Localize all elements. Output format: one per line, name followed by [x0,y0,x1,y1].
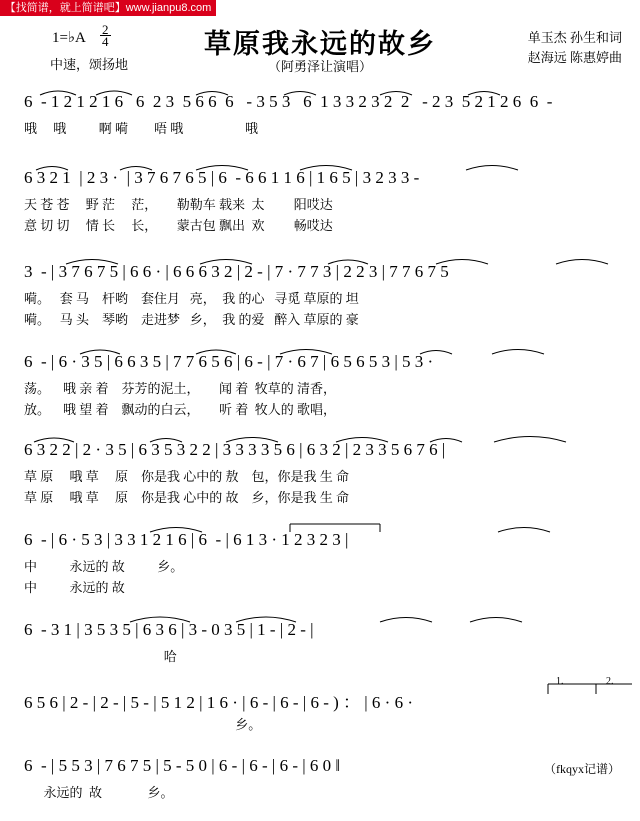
lyric-line-2: 中 永远的 故 [24,580,125,595]
notes-line: 6 - 3 1 | 3 5 3 5 | 6 3 6 | 3 - 0 3 5 | 1 - | 2 - | [24,620,314,639]
score-system-6 [0,530,640,598]
score-system-2 [0,168,640,236]
lyric-line-1: 永远的 故 乡。 [24,785,174,800]
lyric-line-1: 天 苍 苍 野 茫 茫， 勒勒车 载来 太 阳哎达 [24,197,333,212]
lyric-line-1: 中 永远的 故 乡。 [24,559,184,574]
lyric-line-2: 意 切 切 情 长 长， 蒙古包 飘出 欢 畅哎达 [24,218,333,233]
score-system-5 [0,440,640,508]
composer-credit: 赵海远 陈惠婷曲 [527,50,622,65]
score-system-1 [0,92,640,139]
notes-line: 6 - 1 2 1 2 1 6 6 2 3 5 6 6 6 - 3 5 3 6 1 3 3 2 3 2 2 - 2 3 5 2 1 2 6 6 - [24,92,553,111]
notes-line: 6 - | 6 · 3 5 | 6 6 3 5 | 7 7 6 5 6 | 6 - | 7 · 6 7 | 6 5 6 5 3 | 5 3 · [24,352,434,371]
site-watermark [0,0,216,16]
lyric-line-1: 哦 哦 啊 嗬 唔 哦 哦 [24,121,259,136]
lyricist-credit: 单玉杰 孙生和词 [527,30,622,45]
meter-denominator: 4 [102,34,109,49]
lyric-line-2: 放。 哦 望 着 飘动的白云， 听 着 牧人的 歌唱， [24,402,337,417]
notes-line: 6 3 2 1 | 2 3 · | 3 7 6 7 6 5 | 6 - 6 6 1 1 6 | 1 6 5 | 3 2 3 3 - [24,168,420,187]
page-title: 草原我永远的故乡 [204,29,436,59]
lyric-line-2: 草 原 哦 草 原 你是我 心中的 故 乡，你是我 生 命 [24,490,350,505]
notes-line: 6 3 2 2 | 2 · 3 5 | 6 3 5 3 2 2 | 3 3 3 3 5 6 | 6 3 2 | 2 3 3 5 6 7 6 | [24,440,446,459]
meter-numerator: 2 [102,22,109,37]
ending-bracket-2-label: 2. [606,676,614,687]
notation-credit: （fkqyx记谱） [544,762,620,776]
credits-block [528,28,622,68]
score-system-8 [0,688,640,735]
ending-bracket-1-label: 1. [556,676,564,687]
score-system-7 [0,620,640,667]
notes-line: 6 5 6 | 2 - | 2 - | 5 - | 5 1 2 | 1 6 · | 6 - | 6 - | 6 - ) ： | 6 · 6 · [24,693,413,712]
tempo-marking: 中速，颂扬地 [50,57,129,72]
lyric-line-1: 嗬。 套 马 杆哟 套住月 亮， 我 的心 寻觅 草原的 坦 [24,291,359,306]
lyric-line-1: 草 原 哦 草 原 你是我 心中的 敖 包，你是我 生 命 [24,469,350,484]
lyric-line-2: 嗬。 马 头 琴哟 走进梦 乡， 我 的爱 醉入 草原的 豪 [24,312,359,327]
notes-line: 6 - | 6 · 5 3 | 3 3 1 2 1 6 | 6 - | 6 1 3 · 1 2 3 2 3 | [24,530,349,549]
key-signature: 1=♭A [52,30,86,46]
score-system-3 [0,262,640,330]
lyric-line-1: 哈 [24,649,177,664]
notes-line: 3 - | 3 7 6 7 5 | 6 6 · | 6 6 6 3 2 | 2 - | 7 · 7 7 3 | 2 2 3 | 7 7 6 7 5 [24,262,449,281]
watermark-site-label: 【找简谱，就上简谱吧】 [4,2,126,14]
notes-line: 6 - | 5 5 3 | 7 6 7 5 | 5 - 5 0 | 6 - | 6 - | 6 - | 6 0 ‖ [24,756,341,775]
watermark-url: www.jianpu8.com [125,2,212,14]
performer-subtitle: （阿勇泽让演唱） [267,59,372,74]
lyric-line-1: 乡。 [24,717,262,732]
lyric-line-1: 荡。 哦 亲 着 芬芳的泥土， 闻 着 牧草的 清香， [24,381,337,396]
score-system-4 [0,352,640,420]
